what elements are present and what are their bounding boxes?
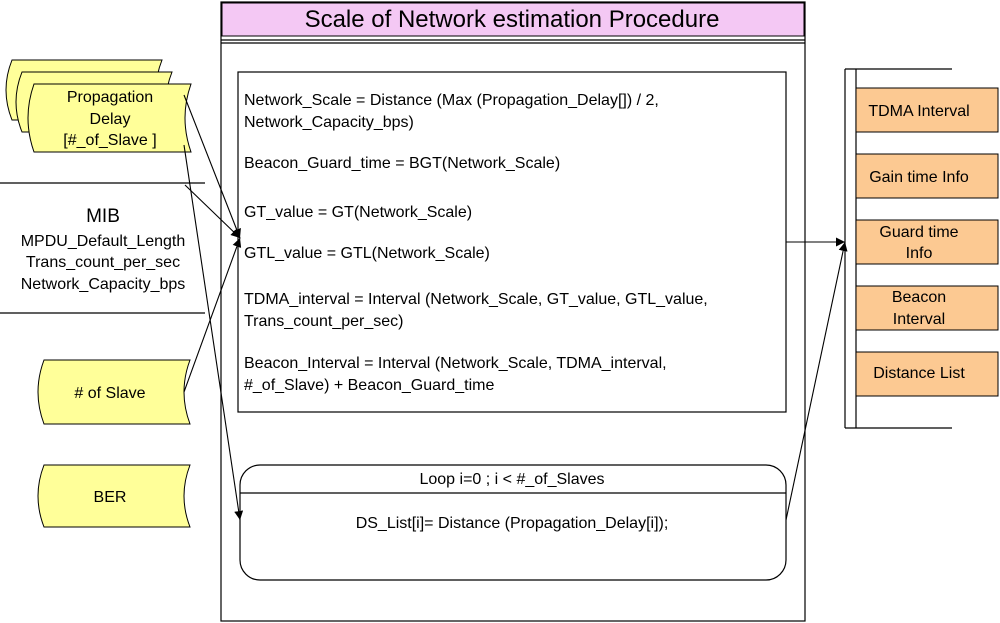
svg-text:GT_value = GT(Network_Scale): GT_value = GT(Network_Scale) <box>244 204 473 221</box>
output-gain-time-info <box>856 154 998 198</box>
svg-text:# of Slave: # of Slave <box>74 385 146 402</box>
statement-3 <box>244 204 472 221</box>
output-guard-time-info <box>856 220 998 264</box>
ber-input <box>38 465 190 527</box>
svg-text:Guard time: Guard time <box>879 224 959 241</box>
svg-text:Beacon: Beacon <box>891 289 947 306</box>
mib-store <box>0 183 205 313</box>
output-store <box>845 69 998 428</box>
svg-text:Network_Capacity_bps): Network_Capacity_bps) <box>244 114 414 131</box>
svg-text:GTL_value = GTL(Network_Scale): GTL_value = GTL(Network_Scale) <box>244 245 490 262</box>
svg-text:Network_Scale = Distance (Max: Network_Scale = Distance (Max (Propagation_Delay[]) / 2, <box>244 92 659 109</box>
output-tdma-interval <box>856 88 998 132</box>
svg-text:Beacon_Guard_time = BGT(Networ: Beacon_Guard_time = BGT(Network_Scale) <box>244 155 561 172</box>
svg-text:Distance List: Distance List <box>873 365 965 382</box>
loop-body: DS_List[i]= Distance (Propagation_Delay[i]); <box>355 515 669 532</box>
output-distance-list <box>856 352 998 396</box>
output-beacon-interval <box>856 286 998 330</box>
statement-2 <box>244 155 560 172</box>
svg-text:Gain time Info: Gain time Info <box>869 169 969 186</box>
svg-text:TDMA Interval: TDMA Interval <box>868 103 970 120</box>
statement-4 <box>244 245 490 262</box>
svg-text:[#_of_Slave ]: [#_of_Slave ] <box>63 132 157 149</box>
svg-text:Delay: Delay <box>89 111 131 128</box>
statements-box <box>238 72 786 412</box>
mib-item: Trans_count_per_sec <box>25 254 181 271</box>
loop-box <box>240 465 786 580</box>
svg-text:Info: Info <box>905 245 933 262</box>
svg-text:Trans_count_per_sec): Trans_count_per_sec) <box>244 313 404 330</box>
mib-title: MIB <box>86 206 120 227</box>
propagation-delay-input <box>6 60 191 152</box>
loop-header: Loop i=0 ; i < #_of_Slaves <box>419 471 605 488</box>
num-slave-input <box>38 360 190 424</box>
svg-text:TDMA_interval = Interval (Netw: TDMA_interval = Interval (Network_Scale, GT_value, GTL_value, <box>244 291 708 308</box>
svg-text:Interval: Interval <box>892 311 946 328</box>
svg-text:#_of_Slave) + Beacon_Guard_tim: #_of_Slave) + Beacon_Guard_time <box>244 377 495 394</box>
svg-text:Beacon_Interval = Interval (Ne: Beacon_Interval = Interval (Network_Scale, TDMA_interval, <box>244 355 667 372</box>
svg-text:Propagation: Propagation <box>66 89 154 106</box>
procedure-title: Scale of Network estimation Procedure <box>304 6 720 33</box>
mib-item: MPDU_Default_Length <box>20 233 186 250</box>
mib-item: Network_Capacity_bps <box>20 276 186 293</box>
svg-text:BER: BER <box>93 489 127 506</box>
